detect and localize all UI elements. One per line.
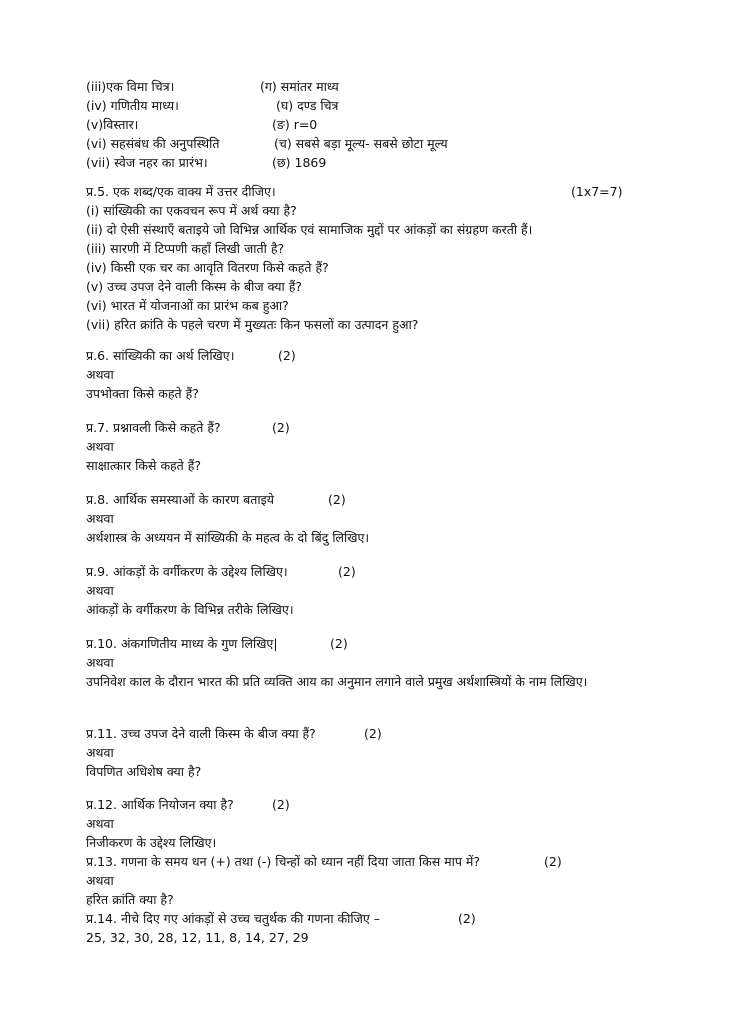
- match-left: (v)विस्तार।: [86, 117, 139, 132]
- question-text: प्र.11. उच्च उपज देने वाली किस्म के बीज क्या हैं?: [86, 726, 316, 741]
- alternate-question: आंकड़ों के वर्गीकरण के विभिन्न तरीके लिखिए।: [86, 602, 294, 617]
- sub-question: (ii) दो ऐसी संस्थाएँ बताइये जो विभिन्न आर्थिक एवं सामाजिक मुद्दों पर आंकड़ों का संग्रहण करती हैं।: [86, 222, 533, 237]
- question-text: प्र.5. एक शब्द/एक वाक्य में उत्तर दीजिए।: [86, 184, 276, 199]
- question-text: प्र.6. सांख्यिकी का अर्थ लिखिए।: [86, 348, 235, 363]
- or-label: अथवा: [86, 583, 114, 598]
- question-text: प्र.13. गणना के समय धन (+) तथा (-) चिन्हों को ध्यान नहीं दिया जाता किस माप में?: [86, 854, 481, 869]
- alternate-question: उपनिवेश काल के दौरान भारत की प्रति व्यक्ति आय का अनुमान लगाने वाले प्रमुख अर्थशास्त्रियों के नाम लिखिए।: [86, 674, 588, 689]
- alternate-question: निजीकरण के उद्देश्य लिखिए।: [86, 835, 217, 850]
- sub-question: (v) उच्च उपज देने वाली किस्म के बीज क्या हैं?: [86, 279, 302, 294]
- match-row: [86, 153, 686, 172]
- question-marks: (2): [458, 911, 476, 926]
- question-11: [86, 724, 686, 781]
- sub-question: (i) सांख्यिकी का एकवचन रूप में अर्थ क्या है?: [86, 203, 297, 218]
- question-marks: (1x7=7): [571, 184, 623, 199]
- question-marks: (2): [364, 726, 382, 741]
- question-marks: (2): [272, 420, 290, 435]
- match-right: (ग) समांतर माध्य: [260, 79, 339, 94]
- question-marks: (2): [544, 854, 562, 869]
- question-text: प्र.12. आर्थिक नियोजन क्या है?: [86, 797, 234, 812]
- data-values: 25, 32, 30, 28, 12, 11, 8, 14, 27, 29: [86, 930, 309, 945]
- question-6: [86, 346, 686, 403]
- question-text: प्र.10. अंकगणितीय माध्य के गुण लिखिए|: [86, 636, 278, 651]
- question-marks: (2): [338, 564, 356, 579]
- or-label: अथवा: [86, 873, 114, 888]
- alternate-question: उपभोक्ता किसे कहते हैं?: [86, 386, 199, 401]
- or-label: अथवा: [86, 511, 114, 526]
- match-list: [86, 77, 686, 172]
- question-9: [86, 562, 686, 619]
- question-7: [86, 418, 686, 475]
- question-8: [86, 490, 686, 547]
- or-label: अथवा: [86, 816, 114, 831]
- match-right: (छ) 1869: [272, 155, 327, 170]
- match-right: (घ) दण्ड चित्र: [276, 98, 339, 113]
- sub-question: (iv) किसी एक चर का आवृति वितरण किसे कहते हैं?: [86, 260, 329, 275]
- match-row: [86, 77, 686, 96]
- sub-question: (iii) सारणी में टिप्पणी कहाँ लिखी जाती है?: [86, 241, 285, 256]
- match-right: (च) सबसे बड़ा मूल्य- सबसे छोटा मूल्य: [274, 136, 448, 151]
- or-label: अथवा: [86, 745, 114, 760]
- match-row: [86, 96, 686, 115]
- match-right: (ङ) r=0: [272, 117, 318, 132]
- or-label: अथवा: [86, 655, 114, 670]
- question-marks: (2): [272, 797, 290, 812]
- question-marks: (2): [278, 348, 296, 363]
- match-left: (vi) सहसंबंध की अनुपस्थिति: [86, 136, 220, 151]
- alternate-question: अर्थशास्त्र के अध्ययन में सांख्यिकी के महत्व के दो बिंदु लिखिए।: [86, 530, 370, 545]
- question-marks: (2): [330, 636, 348, 651]
- question-13: [86, 852, 686, 909]
- question-text: प्र.9. आंकड़ों के वर्गीकरण के उद्देश्य लिखिए।: [86, 564, 288, 579]
- sub-question: (vii) हरित क्रांति के पहले चरण में मुख्यतः किन फसलों का उत्पादन हुआ?: [86, 317, 419, 332]
- question-text: प्र.14. नीचे दिए गए आंकड़ों से उच्च चतुर्थक की गणना कीजिए –: [86, 911, 381, 926]
- or-label: अथवा: [86, 439, 114, 454]
- or-label: अथवा: [86, 367, 114, 382]
- question-12: [86, 795, 686, 852]
- alternate-question: साक्षात्कार किसे कहते हैं?: [86, 458, 202, 473]
- question-text: प्र.7. प्रश्नावली किसे कहते हैं?: [86, 420, 221, 435]
- question-5: [86, 182, 686, 334]
- match-left: (iii)एक विमा चित्र।: [86, 79, 175, 94]
- question-heading: [86, 182, 686, 201]
- question-marks: (2): [328, 492, 346, 507]
- match-left: (vii) स्वेज नहर का प्रारंभ।: [86, 155, 208, 170]
- alternate-question: हरित क्रांति क्या है?: [86, 892, 174, 907]
- match-row: [86, 115, 686, 134]
- match-left: (iv) गणितीय माध्य।: [86, 98, 179, 113]
- sub-question: (vi) भारत में योजनाओं का प्रारंभ कब हुआ?: [86, 298, 289, 313]
- question-text: प्र.8. आर्थिक समस्याओं के कारण बताइये: [86, 492, 275, 507]
- question-10: [86, 634, 686, 691]
- alternate-question: विपणित अधिशेष क्या है?: [86, 764, 202, 779]
- question-14: [86, 909, 686, 947]
- match-row: [86, 134, 686, 153]
